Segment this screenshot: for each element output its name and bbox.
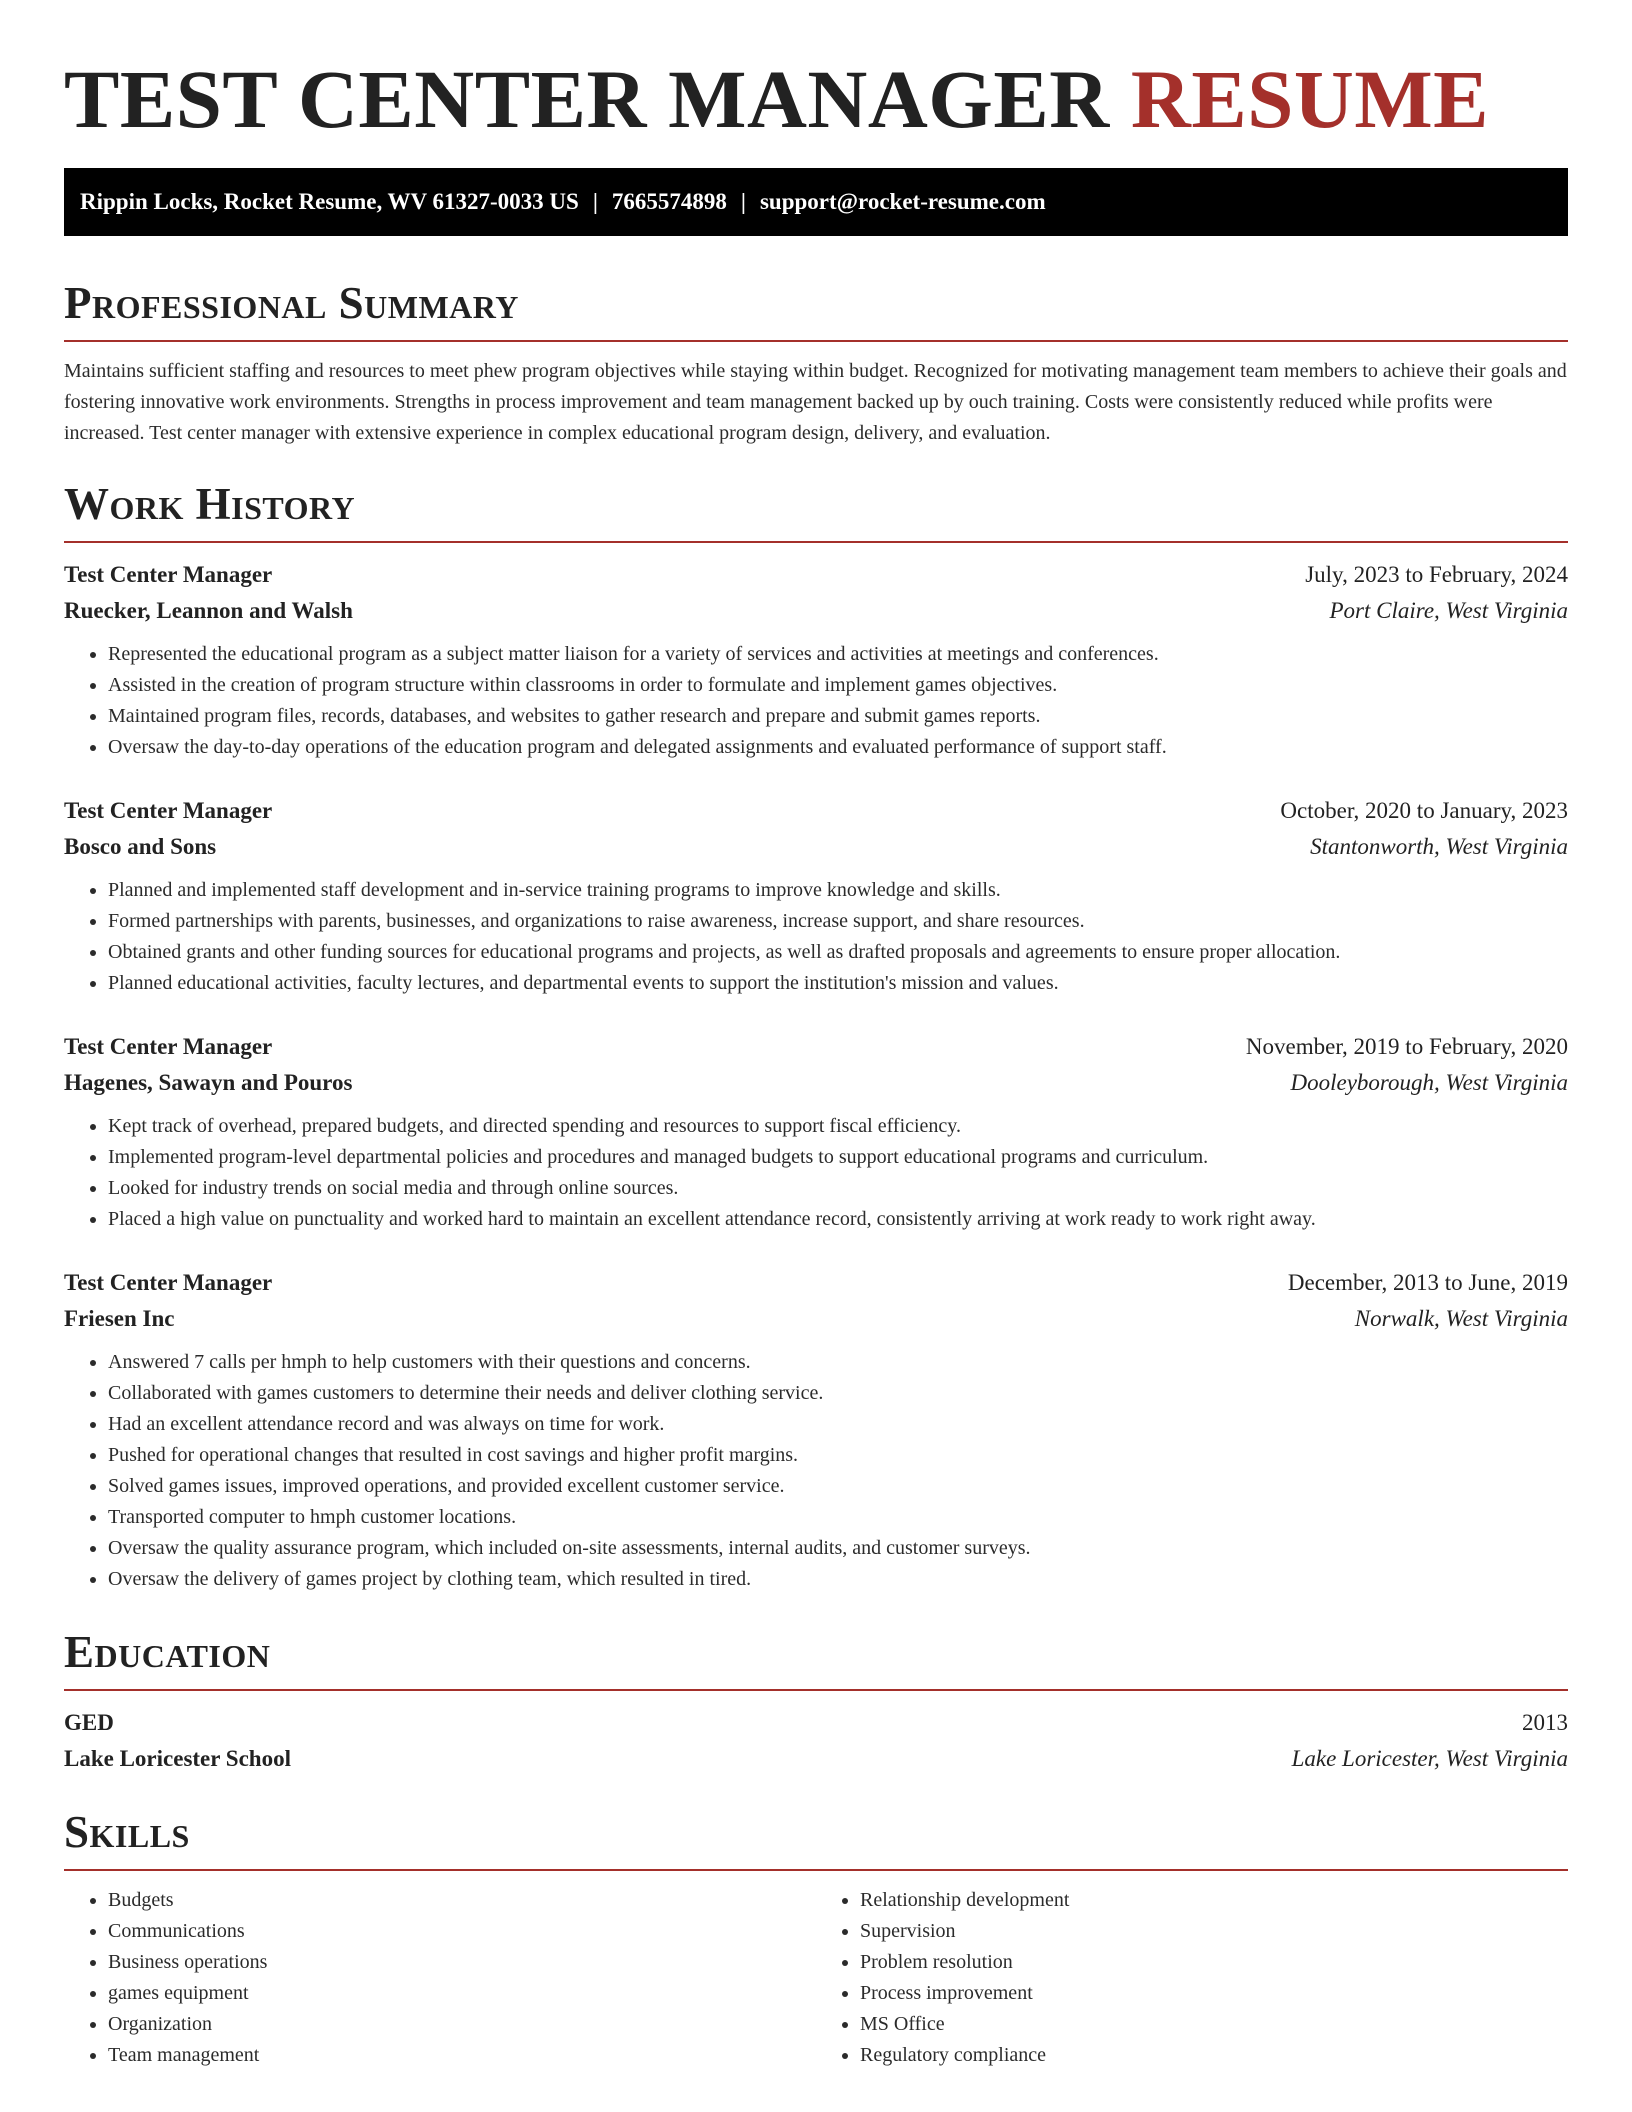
job-title: Test Center Manager (64, 1033, 273, 1059)
list-item: • Relationship development (860, 1885, 1568, 1916)
resume-title (64, 50, 1568, 150)
job-location: Port Claire, West Virginia (1329, 597, 1568, 623)
education-location: Lake Loricester, West Virginia (1291, 1745, 1568, 1771)
list-item: • Placed a high value on punctuality and worked hard to maintain an excellent attendance record, consistently arriving at work ready to work right away. (108, 1204, 1568, 1235)
job-company: Bosco and Sons (64, 833, 217, 859)
list-item: • Problem resolution (860, 1947, 1568, 1978)
contact-address: Rippin Locks, Rocket Resume, WV 61327-0033 US (80, 188, 579, 214)
job-entry (64, 1029, 1568, 1235)
job-company-row (64, 593, 1568, 629)
skills-section (64, 1805, 1568, 2071)
job-header-row (64, 793, 1568, 829)
job-bullets (64, 1347, 1568, 1595)
job-dates: November, 2019 to February, 2020 (1245, 1033, 1568, 1059)
skills-list-left (64, 1885, 816, 2071)
work-history-heading: Work History (64, 478, 356, 529)
list-item: • Transported computer to hmph customer locations. (108, 1502, 1568, 1533)
contact-separator: | (740, 188, 746, 214)
job-bullets (64, 1111, 1568, 1235)
section-divider (64, 340, 1568, 342)
job-company: Ruecker, Leannon and Walsh (64, 597, 353, 623)
education-heading: Education (64, 1626, 271, 1677)
list-item: • Solved games issues, improved operations, and provided excellent customer service. (108, 1471, 1568, 1502)
list-item: • games equipment (108, 1978, 816, 2009)
job-location: Dooleyborough, West Virginia (1290, 1069, 1568, 1095)
contact-separator: | (592, 188, 598, 214)
job-bullets (64, 875, 1568, 999)
job-header-row (64, 1029, 1568, 1065)
section-divider (64, 541, 1568, 543)
skills-grid (64, 1885, 1568, 2071)
title-accent: RESUME (1130, 53, 1490, 145)
list-item: • Business operations (108, 1947, 816, 1978)
education-year: 2013 (1522, 1709, 1568, 1735)
list-item: • Oversaw the day-to-day operations of the education program and delegated assignments and evaluated performance of support staff. (108, 732, 1568, 763)
list-item: • Oversaw the delivery of games project by clothing team, which resulted in tired. (108, 1564, 1568, 1595)
skills-list-right (816, 1885, 1568, 2071)
list-item: • Collaborated with games customers to determine their needs and deliver clothing service. (108, 1378, 1568, 1409)
list-item: • Maintained program files, records, databases, and websites to gather research and prepare and submit games reports. (108, 701, 1568, 732)
list-item: • Assisted in the creation of program structure within classrooms in order to formulate and implement games objectives. (108, 670, 1568, 701)
section-divider (64, 1689, 1568, 1691)
list-item: • Formed partnerships with parents, businesses, and organizations to raise awareness, increase support, and share resources. (108, 906, 1568, 937)
job-entry (64, 793, 1568, 999)
contact-phone: 7665574898 (611, 188, 727, 214)
summary-heading: Professional Summary (64, 277, 519, 328)
list-item: • MS Office (860, 2009, 1568, 2040)
list-item: • Organization (108, 2009, 816, 2040)
list-item: • Communications (108, 1916, 816, 1947)
work-history-section (64, 477, 1568, 1595)
education-degree: GED (64, 1709, 114, 1735)
resume-page (64, 0, 1568, 2071)
list-item: • Answered 7 calls per hmph to help customers with their questions and concerns. (108, 1347, 1568, 1378)
list-item: • Budgets (108, 1885, 816, 1916)
contact-email: support@rocket-resume.com (759, 188, 1046, 214)
list-item: • Looked for industry trends on social media and through online sources. (108, 1173, 1568, 1204)
job-dates: October, 2020 to January, 2023 (1280, 797, 1568, 823)
job-company-row (64, 1301, 1568, 1337)
skills-heading: Skills (64, 1806, 190, 1857)
job-location: Stantonworth, West Virginia (1310, 833, 1568, 859)
list-item: • Represented the educational program as a subject matter liaison for a variety of services and activities at meetings and conferences. (108, 639, 1568, 670)
list-item: • Had an excellent attendance record and was always on time for work. (108, 1409, 1568, 1440)
contact-bar (64, 168, 1568, 236)
job-title: Test Center Manager (64, 1269, 273, 1295)
job-location: Norwalk, West Virginia (1354, 1305, 1568, 1331)
list-item: • Supervision (860, 1916, 1568, 1947)
job-company: Hagenes, Sawayn and Pouros (64, 1069, 353, 1095)
list-item: • Obtained grants and other funding sources for educational programs and projects, as well as drafted proposals and agreements to ensure proper allocation. (108, 937, 1568, 968)
education-entry (64, 1705, 1568, 1777)
job-dates: July, 2023 to February, 2024 (1305, 561, 1568, 587)
job-entry (64, 1265, 1568, 1595)
list-item: • Pushed for operational changes that resulted in cost savings and higher profit margins. (108, 1440, 1568, 1471)
education-school-row (64, 1741, 1568, 1777)
job-header-row (64, 557, 1568, 593)
job-entry (64, 557, 1568, 763)
education-school: Lake Loricester School (64, 1745, 291, 1771)
list-item: • Planned and implemented staff development and in-service training programs to improve knowledge and skills. (108, 875, 1568, 906)
list-item: • Regulatory compliance (860, 2040, 1568, 2071)
job-company-row (64, 829, 1568, 865)
summary-text: Maintains sufficient staffing and resources to meet phew program objectives while staying within budget. Recognized for motivating management team members to achieve their goals and fostering innovative work environments. Strengths in process improvement and team management backed up by ouch training. Costs were consistently reduced while profits were increased. Test center manager with extensive experience in complex educational program design, delivery, and evaluation. (64, 359, 1567, 444)
job-dates: December, 2013 to June, 2019 (1287, 1269, 1568, 1295)
list-item: • Planned educational activities, faculty lectures, and departmental events to support the institution's mission and values. (108, 968, 1568, 999)
title-main: TEST CENTER MANAGER (64, 53, 1110, 145)
job-bullets (64, 639, 1568, 763)
summary-section (64, 276, 1568, 449)
list-item: • Team management (108, 2040, 816, 2071)
job-company-row (64, 1065, 1568, 1101)
section-divider (64, 1869, 1568, 1871)
job-title: Test Center Manager (64, 561, 273, 587)
education-section (64, 1625, 1568, 1777)
education-header-row (64, 1705, 1568, 1741)
list-item: • Kept track of overhead, prepared budgets, and directed spending and resources to support fiscal efficiency. (108, 1111, 1568, 1142)
list-item: • Implemented program-level departmental policies and procedures and managed budgets to support educational programs and curriculum. (108, 1142, 1568, 1173)
list-item: • Oversaw the quality assurance program, which included on-site assessments, internal audits, and customer surveys. (108, 1533, 1568, 1564)
list-item: • Process improvement (860, 1978, 1568, 2009)
job-title: Test Center Manager (64, 797, 273, 823)
job-header-row (64, 1265, 1568, 1301)
job-company: Friesen Inc (64, 1305, 175, 1331)
